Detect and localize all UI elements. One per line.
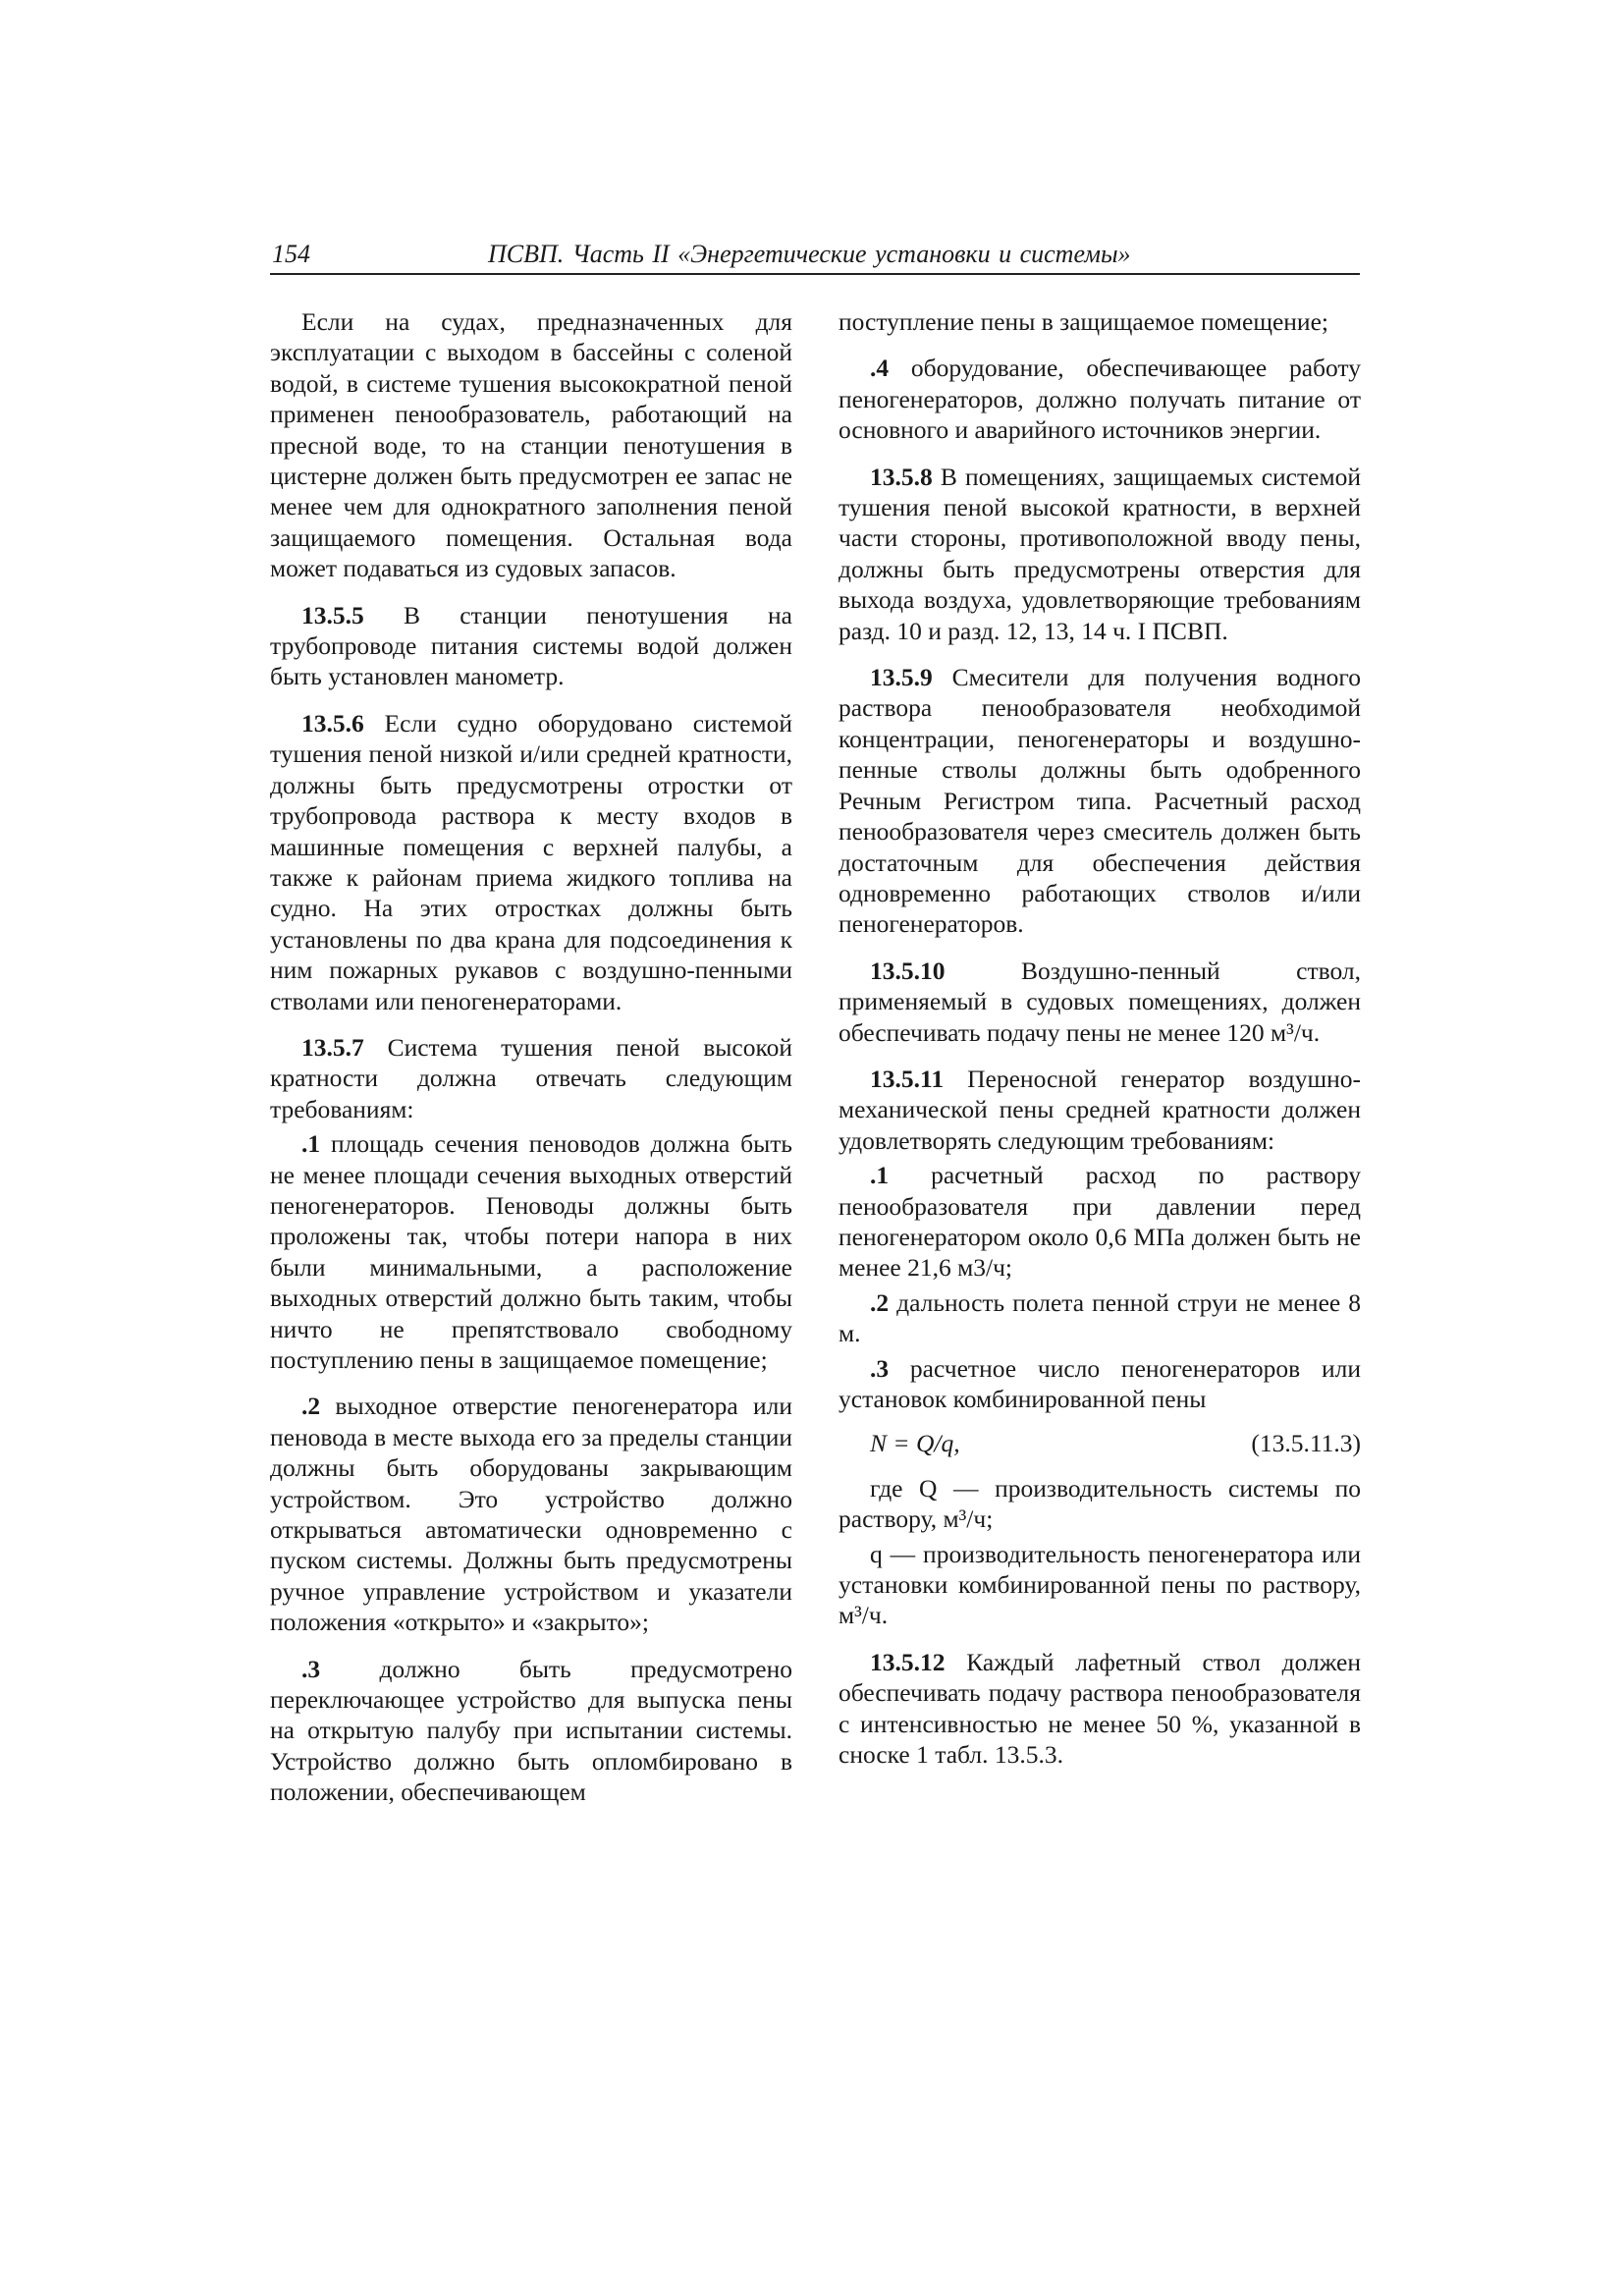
paragraph-13-5-11-1: .1 расчетный расход по раствору пенообразователя при давлении перед пеногенератором около 0,6 МПа должен быть не менее 21,6 м3/ч; <box>839 1161 1361 1283</box>
paragraph: Если на судах, предназначенных для эксплуатации с выходом в бассейны с соленой водой, в системе тушения высокократной пеной применен пенообразователь, работающий на пресной воде, то на станции пенотушения в цистерне должен быть предусмотрен ее запас не менее чем для однократного заполнения пеной защищаемого помещения. Остальная вода может подаваться из судовых запасов. <box>270 307 792 583</box>
paragraph-13-5-7-2: .2 выходное отверстие пеногенератора или пеновода в месте выхода его за пределы станции должны быть оборудованы закрывающим устройством. Это устройство должно открываться автоматически одновременно с пуском системы. Должны быть предусмотрены ручное управление устройством и указатели положения «открыто» и «закрыто»; <box>270 1392 792 1637</box>
paragraph-13-5-7: 13.5.7 Система тушения пеной высокой кратности должна отвечать следующим требованиям: <box>270 1032 792 1123</box>
right-column <box>839 306 1361 1785</box>
where-line-q-system: где Q — производительность системы по раствору, м³/ч; <box>839 1473 1361 1534</box>
formula-expression: N = Q/q, <box>870 1429 960 1458</box>
formula-label: (13.5.11.3) <box>1251 1429 1361 1458</box>
paragraph-13-5-8: 13.5.8 В помещениях, защищаемых системой тушения пеной высокой кратности, в верхней части стороны, противоположной вводу пены, должны быть предусмотрены отверстия для выхода воздуха, удовлетворяющие требованиям разд. 10 и разд. 12, 13, 14 ч. I ПСВП. <box>839 462 1361 645</box>
paragraph-13-5-5: 13.5.5 В станции пенотушения на трубопроводе питания системы водой должен быть установлен манометр. <box>270 600 792 691</box>
left-column <box>270 306 792 1824</box>
formula <box>870 1428 1361 1458</box>
paragraph-13-5-9: 13.5.9 Смесители для получения водного раствора пенообразователя необходимой концентрации, пеногенераторы и воздушно-пенные стволы должны быть одобренного Речным Регистром типа. Расчетный расход пенообразователя через смеситель должен быть достаточным для обеспечения действия одновременно работающих стволов и/или пеногенераторов. <box>839 663 1361 939</box>
paragraph-13-5-12: 13.5.12 Каждый лафетный ствол должен обеспечивать подачу раствора пенообразователя с интенсивностью не менее 50 %, указанной в сноске 1 табл. 13.5.3. <box>839 1647 1361 1770</box>
where-line-q-generator: q — производительность пеногенератора или установки комбинированной пены по раствору, м³/ч. <box>839 1539 1361 1630</box>
paragraph-13-5-11-3: .3 расчетное число пеногенераторов или установок комбинированной пены <box>839 1353 1361 1413</box>
paragraph-13-5-7-3: .3 должно быть предусмотрено переключающее устройство для выпуска пены на открытую палубу при испытании системы. Устройство должно быть опломбировано в положении, обеспечивающем <box>270 1654 792 1807</box>
paragraph-13-5-10: 13.5.10 Воздушно-пенный ствол, применяемый в судовых помещениях, должен обеспечивать подачу пены не менее 120 м³/ч. <box>839 956 1361 1047</box>
paragraph-continued: поступление пены в защищаемое помещение; <box>839 307 1328 336</box>
paragraph-13-5-7-4: .4 оборудование, обеспечивающее работу пеногенераторов, должно получать питание от основного и аварийного источников энергии. <box>839 354 1361 445</box>
paragraph-13-5-7-1: .1 площадь сечения пеноводов должна быть не менее площади сечения выходных отверстий пеногенераторов. Пеноводы должны быть проложены так, чтобы потери напора в них были минимальными, а расположение выходных отверстий должно быть таким, чтобы ничто не препятствовало свободному поступлению пены в защищаемое помещение; <box>270 1129 792 1374</box>
running-title: ПСВП. Часть II «Энергетические установки и системы» <box>488 240 1131 268</box>
page-number: 154 <box>272 240 310 268</box>
paragraph-13-5-11: 13.5.11 Переносной генератор воздушно-механической пены средней кратности должен удовлетворять следующим требованиям: <box>839 1064 1361 1155</box>
page-header <box>270 240 1360 275</box>
paragraph-13-5-11-2: .2 дальность полета пенной струи не менее 8 м. <box>839 1287 1361 1348</box>
paragraph-13-5-6: 13.5.6 Если судно оборудовано системой тушения пеной низкой и/или средней кратности, должны быть предусмотрены отростки от трубопровода раствора к месту входов в машинные помещения с верхней палубы, а также к районам приема жидкого топлива на судно. На этих отростках должны быть установлены по два крана для подсоединения к ним пожарных рукавов с воздушно-пенными стволами или пеногенераторами. <box>270 708 792 1015</box>
